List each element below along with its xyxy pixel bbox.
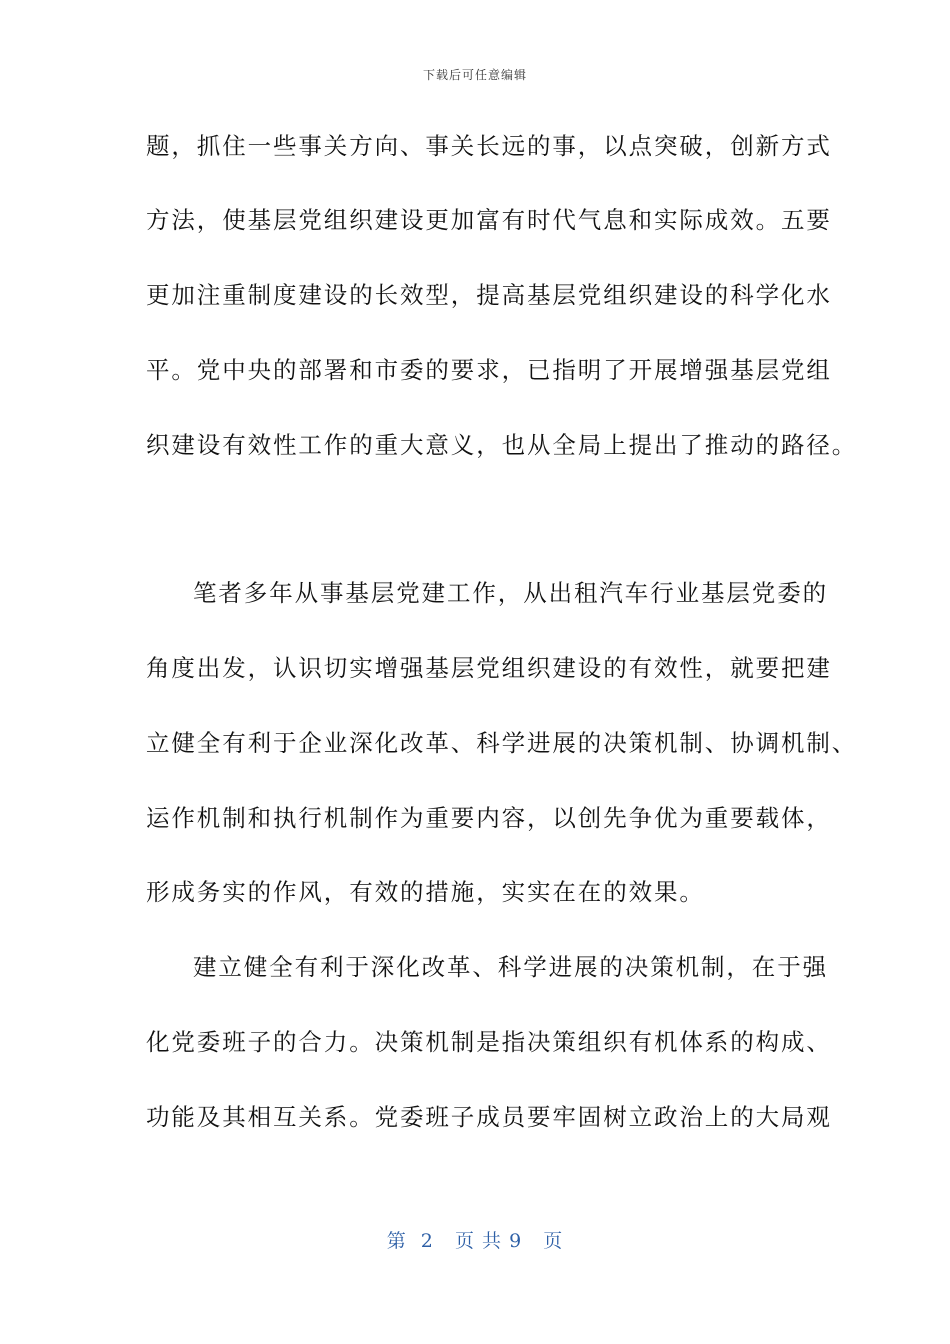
paragraph-line: 平。党中央的部署和市委的要求，已指明了开展增强基层党组 bbox=[146, 356, 832, 384]
paragraph-line: 建立健全有利于深化改革、科学进展的决策机制，在于强 bbox=[193, 953, 828, 981]
paragraph-line: 题，抓住一些事关方向、事关长远的事，以点突破，创新方式 bbox=[146, 132, 832, 160]
paragraph-line: 方法，使基层党组织建设更加富有时代气息和实际成效。五要 bbox=[146, 206, 832, 234]
paragraph-line: 角度出发，认识切实增强基层党组织建设的有效性，就要把建 bbox=[146, 654, 832, 682]
paragraph-line: 立健全有利于企业深化改革、科学进展的决策机制、协调机制、 bbox=[146, 729, 858, 757]
page-header-note: 下载后可任意编辑 bbox=[422, 68, 527, 82]
paragraph-line: 运作机制和执行机制作为重要内容，以创先争优为重要载体， bbox=[146, 804, 832, 832]
paragraph-line: 笔者多年从事基层党建工作，从出租汽车行业基层党委的 bbox=[193, 579, 828, 607]
paragraph-line: 形成务实的作风，有效的措施，实实在在的效果。 bbox=[146, 878, 705, 906]
paragraph-line: 织建设有效性工作的重大意义，也从全局上提出了推动的路径。 bbox=[146, 431, 858, 459]
paragraph-line: 功能及其相互关系。党委班子成员要牢固树立政治上的大局观 bbox=[146, 1103, 832, 1131]
paragraph-line: 化党委班子的合力。决策机制是指决策组织有机体系的构成、 bbox=[146, 1028, 832, 1056]
page-number-footer: 第 2 页 共 9 页 bbox=[386, 1230, 564, 1252]
paragraph-line: 更加注重制度建设的长效型，提高基层党组织建设的科学化水 bbox=[146, 281, 832, 309]
